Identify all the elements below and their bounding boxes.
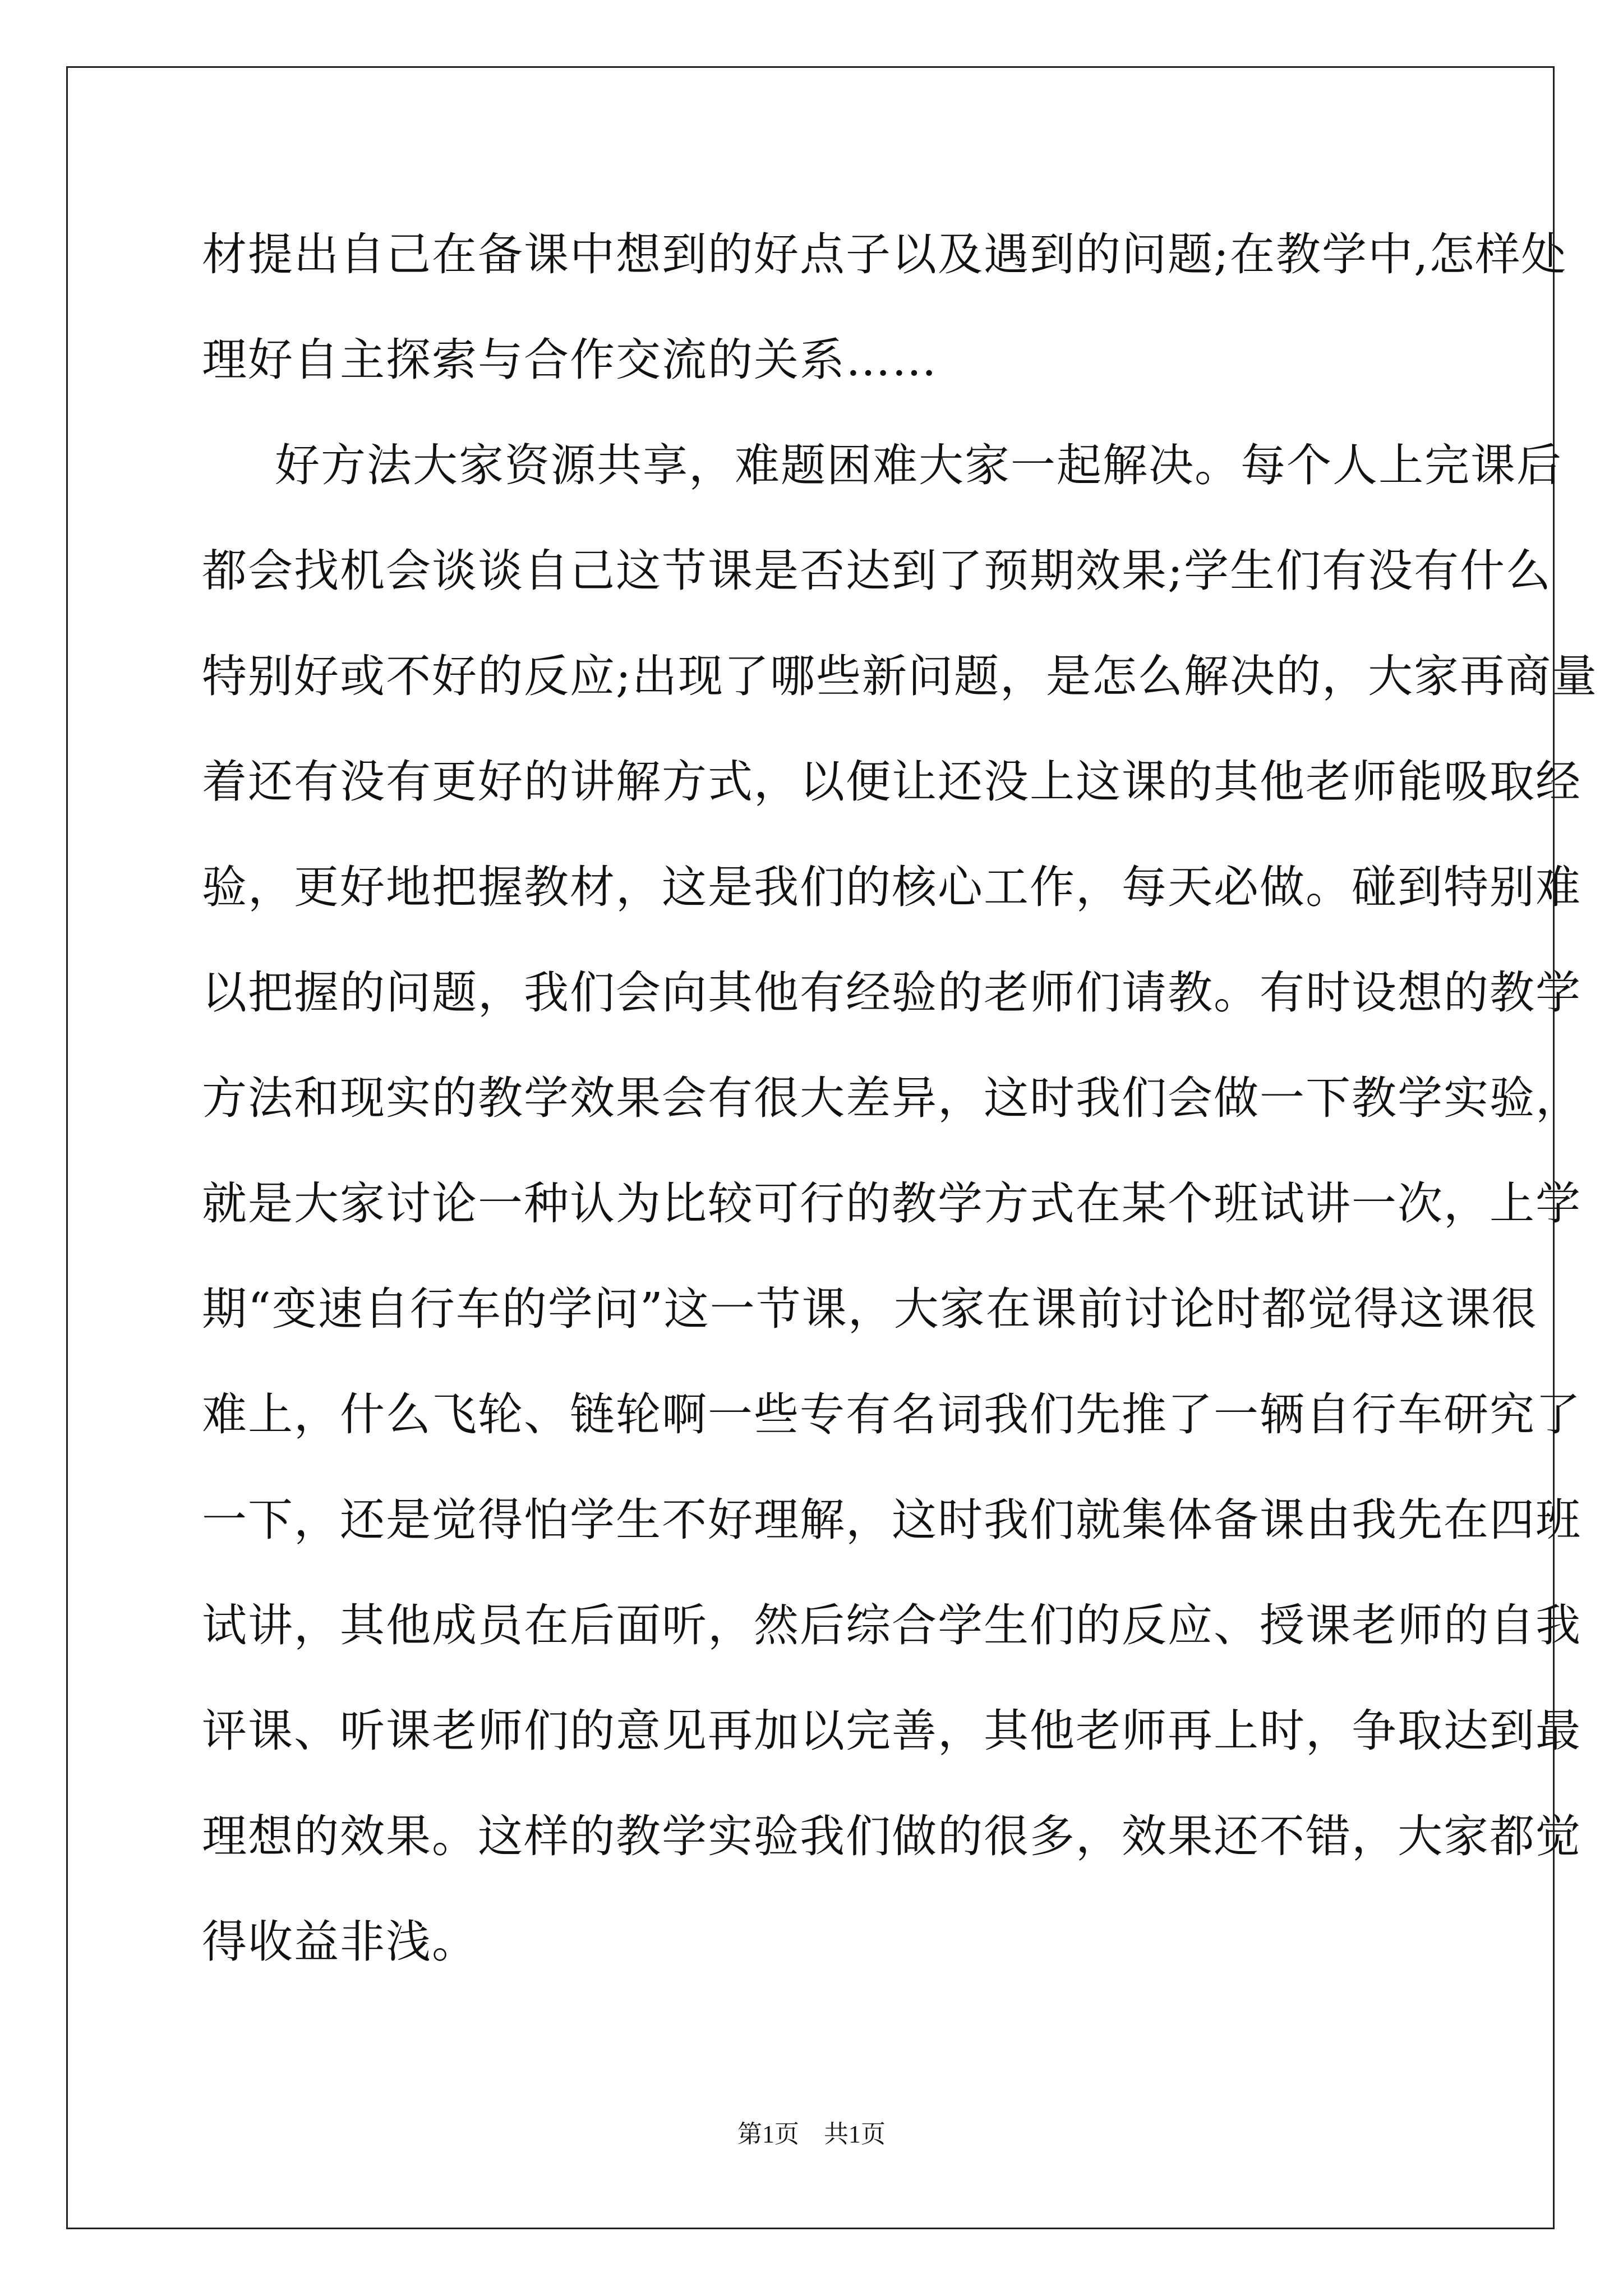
text-line: 评课、听课老师们的意见再加以完善，其他老师再上时，争取达到最 [202, 1705, 1581, 1757]
text-line: 一下，还是觉得怕学生不好理解，这时我们就集体备课由我先在四班 [202, 1494, 1581, 1546]
document-body [202, 202, 1598, 1995]
text-line: 难上，什么飞轮、链轮啊一些专有名词我们先推了一辆自行车研究了 [202, 1388, 1581, 1441]
text-line: 着还有没有更好的讲解方式，以便让还没上这课的其他老师能吸取经 [202, 756, 1581, 808]
text-line: 以把握的问题，我们会向其他有经验的老师们请教。有时设想的教学 [202, 967, 1581, 1019]
text-line: 得收益非浅。 [202, 1916, 478, 1968]
text-line: 期“变速自行车的学问”这一节课，大家在课前讨论时都觉得这课很 [202, 1283, 1538, 1335]
text-line: 就是大家讨论一种认为比较可行的教学方式在某个班试讲一次，上学 [202, 1177, 1581, 1230]
text-line: 方法和现实的教学效果会有很大差异，这时我们会做一下教学实验， [202, 1072, 1581, 1124]
text-line: 试讲，其他成员在后面听，然后综合学生们的反应、授课老师的自我 [202, 1599, 1581, 1651]
text-line: 理好自主探索与合作交流的关系…… [202, 334, 938, 386]
page-number-footer: 第1页 共1页 [737, 2120, 886, 2148]
text-line: 理想的效果。这样的教学实验我们做的很多，效果还不错，大家都觉 [202, 1810, 1581, 1862]
text-line: 特别好或不好的反应;出现了哪些新问题，是怎么解决的，大家再商量 [202, 650, 1598, 702]
text-line: 验，更好地把握教材，这是我们的核心工作，每天必做。碰到特别难 [202, 861, 1581, 913]
text-line: 材提出自己在备课中想到的好点子以及遇到的问题;在教学中,怎样处 [202, 228, 1567, 280]
text-line: 都会找机会谈谈自己这节课是否达到了预期效果;学生们有没有什么 [202, 545, 1552, 597]
paragraph-start-line: 好方法大家资源共享，难题困难大家一起解决。每个人上完课后 [275, 439, 1562, 491]
